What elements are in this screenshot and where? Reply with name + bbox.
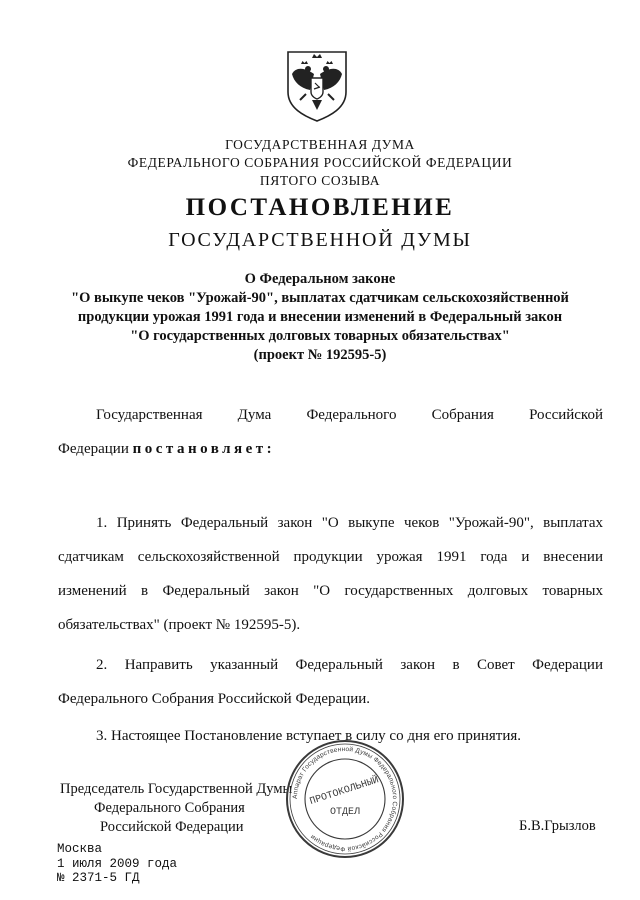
title-line: "О государственных долговых товарных обязательствах" [130, 328, 510, 344]
document-title [0, 270, 640, 365]
header-line: ПЯТОГО СОЗЫВА [259, 173, 381, 188]
document-type: ПОСТАНОВЛЕНИЕ [185, 194, 455, 221]
item-line: 1. Принять Федеральный закон "О выкупе чеков "Урожай-90", выплатах [96, 515, 603, 531]
item-line: 3. Настоящее Постановление вступает в силу со дня его принятия. [96, 728, 522, 744]
header-line: ФЕДЕРАЛЬНОГО СОБРАНИЯ РОССИЙСКОЙ ФЕДЕРАЦИИ [127, 155, 513, 170]
document-issuer: ГОСУДАРСТВЕННОЙ ДУМЫ [168, 229, 472, 251]
signatory-position [60, 780, 292, 837]
item-line: изменений в Федеральный закон "О государственных долговых товарных [58, 583, 603, 599]
issuer-header [0, 136, 640, 190]
preamble-line: Государственная Дума Федерального Собрания Российской [96, 407, 603, 423]
item-line: Федерального Собрания Российской Федерации. [58, 691, 371, 707]
preamble-text: Федерации [58, 441, 133, 457]
title-line: "О выкупе чеков "Урожай-90", выплатах сдатчикам сельскохозяйственной [71, 290, 569, 306]
resolution-item-2 [58, 648, 603, 716]
registration-block [57, 842, 177, 886]
preamble-line [58, 432, 603, 466]
registration-date: 1 июля 2009 года [57, 856, 178, 871]
registration-city: Москва [57, 842, 103, 856]
double-headed-eagle-icon [284, 48, 350, 124]
title-line: продукции урожая 1991 года и внесении изменений в Федеральный закон [77, 309, 563, 325]
position-line: Российской Федерации [100, 819, 244, 835]
svg-text:Аппарат Государственной Думы Ф [292, 745, 398, 853]
preamble [58, 398, 603, 466]
registration-number: № 2371-5 ГД [57, 871, 140, 885]
round-office-stamp-icon [284, 738, 406, 860]
stamp-center-bottom: ОТДЕЛ [329, 807, 361, 818]
item-line: 2. Направить указанный Федеральный закон в Совет Федерации [96, 657, 603, 673]
header-line: ГОСУДАРСТВЕННАЯ ДУМА [225, 137, 415, 152]
title-line: (проект № 192595-5) [253, 347, 387, 363]
signatory-name: Б.В.Грызлов [519, 818, 596, 834]
resolves-word: постановляет: [132, 441, 276, 457]
position-line: Федерального Собрания [94, 800, 245, 816]
stamp-center-top: ПРОТОКОЛЬНЫЙ [308, 775, 381, 808]
item-line: сдатчикам сельскохозяйственной продукции урожая 1991 года и внесении [58, 549, 603, 565]
title-line: О Федеральном законе [244, 271, 396, 287]
item-line: обязательствах" (проект № 192595-5). [58, 617, 301, 633]
position-line: Председатель Государственной Думы [60, 781, 293, 797]
resolution-item-1 [58, 506, 603, 642]
stamp-ring-text: Аппарат Государственной Думы Федерального Собрания Российской Федерации [291, 745, 399, 853]
